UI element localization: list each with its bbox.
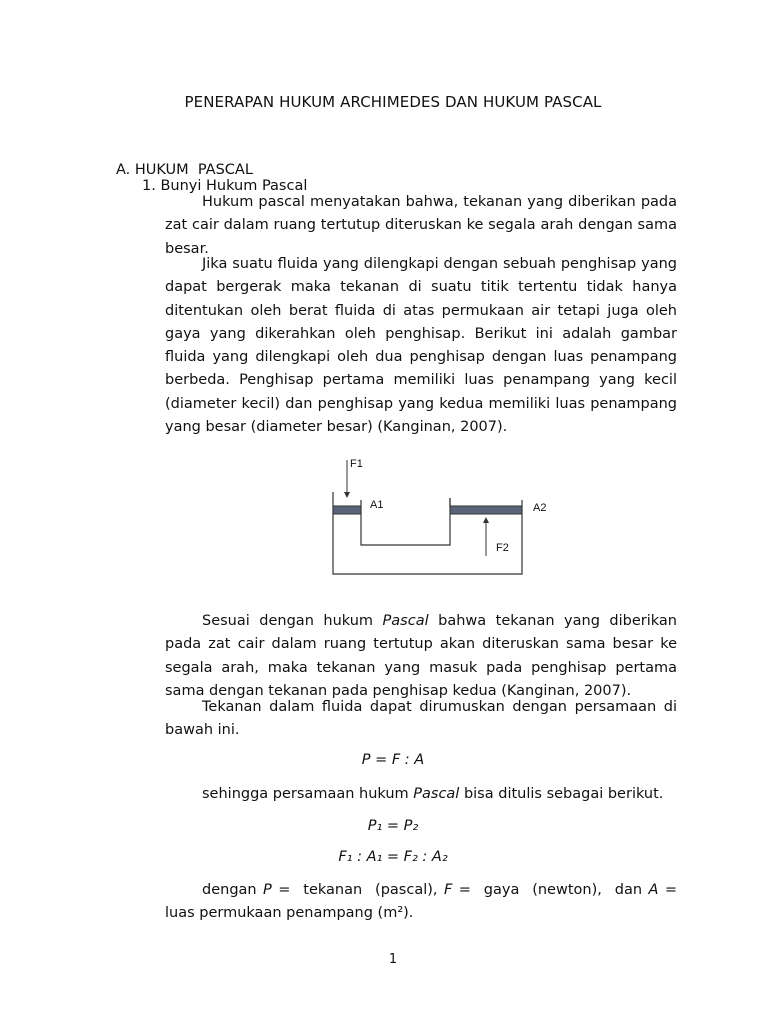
equation-force-area: F₁ : A₁ = F₂ : A₂ <box>338 849 448 865</box>
pascal-diagram-svg <box>320 448 560 588</box>
equation-pressure: P = F : A <box>361 752 425 768</box>
paragraph-fluid-piston: Jika suatu fluida yang dilengkapi dengan sebuah penghisap yang dapat bergerak maka tekanan di suatu titik tertentu tidak hanya ditentukan oleh berat fluida di atas permukaan air tetapi juga oleh gaya yang dikerahkan oleh penghisap. Berikut ini adalah gambar fluida yang dilengkapi oleh dua penghisap dengan luas penampang berbeda. Penghisap pertama memiliki luas penampang yang kecil (diameter kecil) dan penghisap yang kedua memiliki luas penampang yang besar (diameter besar) (Kanginan, 2007). <box>165 256 677 436</box>
pascal-italic: Pascal <box>382 613 429 629</box>
paragraph-pressure-formula-intro: Tekanan dalam fluida dapat dirumuskan dengan persamaan di bawah ini. <box>165 699 677 739</box>
piston-a2 <box>450 506 522 514</box>
paragraph-pascal-law: Hukum pascal menyatakan bahwa, tekanan yang diberikan pada zat cair dalam ruang tertutup diteruskan ke segala arah dengan sama besar. <box>165 194 677 257</box>
paragraph-variable-definitions: dengan P = tekanan (pascal), F = gaya (newton), dan A = luas permukaan penampang (m²). <box>165 882 687 922</box>
arrow-f1-head <box>344 492 350 498</box>
label-f1: F1 <box>350 458 363 470</box>
label-f2: F2 <box>496 542 509 554</box>
label-a1: A1 <box>370 499 384 511</box>
section-heading-a: A. HUKUM PASCAL <box>116 162 253 178</box>
page-number: 1 <box>388 952 398 967</box>
pascal-italic-2: Pascal <box>413 786 460 802</box>
paragraph-equation-intro: sehingga persamaan hukum Pascal bisa ditulis sebagai berikut. <box>202 786 664 802</box>
subsection-heading-1: 1. Bunyi Hukum Pascal <box>142 178 308 194</box>
equation-pressure-equal: P₁ = P₂ <box>367 818 419 834</box>
piston-a1 <box>333 506 361 514</box>
paragraph-pressure-transfer: Sesuai dengan hukum Pascal bahwa tekanan yang diberikan pada zat cair dalam ruang tertutup akan diteruskan sama besar ke segala arah, maka tekanan yang masuk pada penghisap pertama sama dengan tekanan pada penghisap kedua (Kanginan, 2007). <box>165 613 677 699</box>
pascal-diagram <box>320 448 560 588</box>
document-title: PENERAPAN HUKUM ARCHIMEDES DAN HUKUM PASCAL <box>184 93 602 111</box>
label-a2: A2 <box>533 502 547 514</box>
arrow-f2-head <box>483 517 489 523</box>
